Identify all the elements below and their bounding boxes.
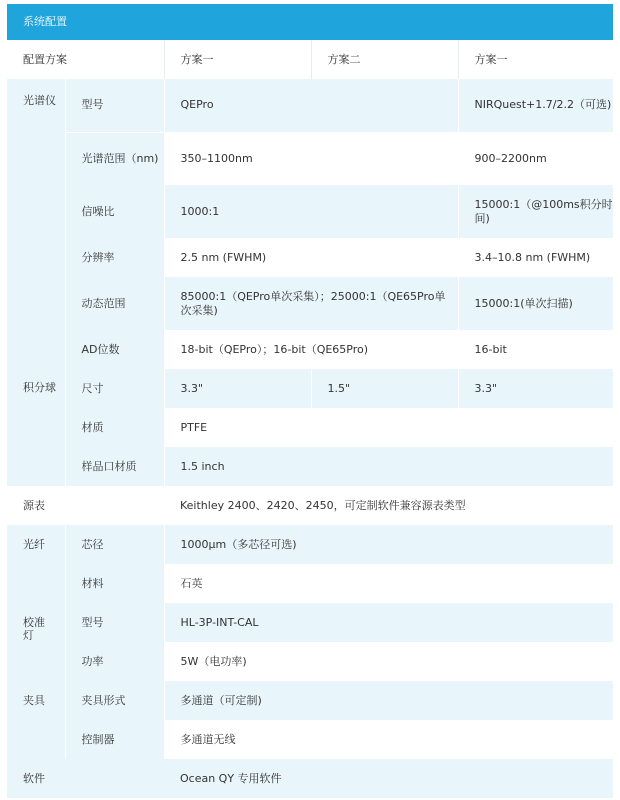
- table-row: [7, 277, 613, 330]
- row-label: 型号: [65, 79, 164, 132]
- table-row: [7, 720, 613, 759]
- row-label: AD位数: [65, 330, 164, 369]
- table-row: [7, 408, 613, 447]
- category-sphere: 积分球: [7, 369, 65, 486]
- row-label: 材质: [65, 408, 164, 447]
- config-table: [7, 40, 613, 798]
- cell-value: 18-bit（QEPro）；16-bit（QE65Pro): [164, 330, 458, 369]
- cell-value: 15000:1（@100ms积分时间): [458, 185, 613, 238]
- cell-value: 石英: [164, 564, 613, 603]
- cell-value: HL-3P-INT-CAL: [164, 603, 613, 642]
- category-spectrometer: 光谱仪: [7, 79, 65, 369]
- table-row: [7, 79, 613, 132]
- cell-value: 15000:1(单次扫描): [458, 277, 613, 330]
- cell-value: 3.3": [164, 369, 311, 408]
- table-row: [7, 330, 613, 369]
- table-row: [7, 642, 613, 681]
- row-label: 控制器: [65, 720, 164, 759]
- table-row: [7, 603, 613, 642]
- cell-value: NIRQuest+1.7/2.2（可选): [458, 79, 613, 132]
- row-label: 型号: [65, 603, 164, 642]
- cell-value: 3.3": [458, 369, 613, 408]
- category-cal-lamp: 校准灯: [7, 603, 65, 681]
- table-row: [7, 564, 613, 603]
- cell-value: QEPro: [164, 79, 458, 132]
- row-label: 动态范围: [65, 277, 164, 330]
- table-row: [7, 759, 613, 798]
- row-label: 材料: [65, 564, 164, 603]
- cell-value: 2.5 nm (FWHM): [164, 238, 458, 277]
- cell-value: Keithley 2400、2420、2450，可定制软件兼容源表类型: [164, 486, 613, 525]
- cell-value: 5W（电功率): [164, 642, 613, 681]
- table-title: 系统配置: [7, 4, 613, 40]
- cell-value: 3.4–10.8 nm (FWHM): [458, 238, 613, 277]
- table-row: [7, 486, 613, 525]
- category-software: 软件: [7, 759, 164, 798]
- row-label: 尺寸: [65, 369, 164, 408]
- category-source-meter: 源表: [7, 486, 164, 525]
- table-row: [7, 525, 613, 564]
- row-label: 分辨率: [65, 238, 164, 277]
- row-label: 功率: [65, 642, 164, 681]
- header-col-1: 方案一: [164, 40, 311, 79]
- row-label: 芯径: [65, 525, 164, 564]
- category-fiber: 光纤: [7, 525, 65, 603]
- cell-value: 多通道无线: [164, 720, 613, 759]
- row-label: 样品口材质: [65, 447, 164, 486]
- row-label: 光谱范围（nm): [65, 132, 164, 185]
- cell-value: 1000:1: [164, 185, 458, 238]
- config-table-container: [7, 4, 613, 798]
- cell-value: 350–1100nm: [164, 132, 458, 185]
- cell-value: 1000μm（多芯径可选): [164, 525, 613, 564]
- header-scheme-label: 配置方案: [7, 40, 164, 79]
- row-label: 信噪比: [65, 185, 164, 238]
- table-row: [7, 681, 613, 720]
- table-row: [7, 132, 613, 185]
- category-fixture: 夹具: [7, 681, 65, 759]
- table-row: [7, 369, 613, 408]
- cell-value: 16-bit: [458, 330, 613, 369]
- header-col-3: 方案一: [458, 40, 613, 79]
- cell-value: 85000:1（QEPro单次采集）；25000:1（QE65Pro单次采集): [164, 277, 458, 330]
- row-label: 夹具形式: [65, 681, 164, 720]
- table-row: [7, 447, 613, 486]
- header-col-2: 方案二: [311, 40, 458, 79]
- table-row: [7, 238, 613, 277]
- cell-value: PTFE: [164, 408, 613, 447]
- cell-value: 多通道（可定制): [164, 681, 613, 720]
- cell-value: 1.5": [311, 369, 458, 408]
- cell-value: 900–2200nm: [458, 132, 613, 185]
- table-row: [7, 185, 613, 238]
- cell-value: 1.5 inch: [164, 447, 613, 486]
- table-header-row: [7, 40, 613, 79]
- cell-value: Ocean QY 专用软件: [164, 759, 613, 798]
